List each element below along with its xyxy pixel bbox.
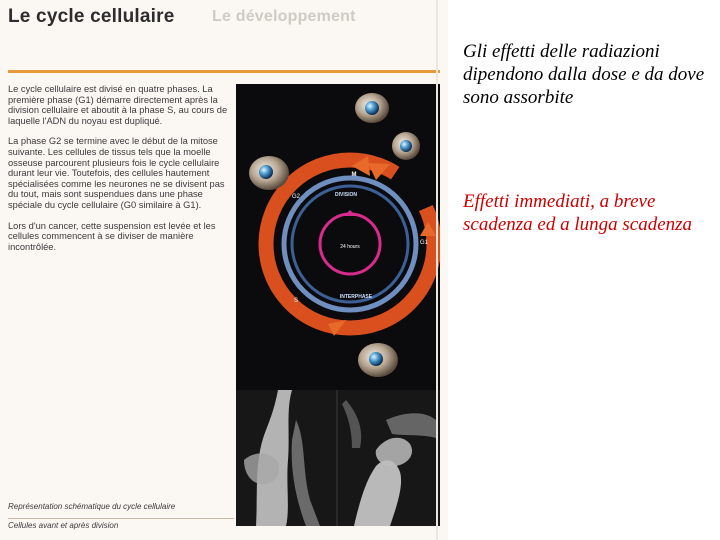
interphase-label: INTERPHASE	[339, 294, 373, 300]
phase-g1-label: G1	[420, 240, 429, 246]
slide-paragraph-1: Gli effetti delle radiazioni dipendono dalla dose e da dove sono assorbite	[463, 41, 705, 108]
scan-paragraph: La phase G2 se termine avec le début de la mitose suivante. Les cellules de tissus tels que la moelle osseuse parcourent plusieurs fois le cycle cellulaire durant leur vie. Toutefois, des cellules hautement spécialisées comme les neurones ne se divisent pas du tout, mais sont suspendues dans une phase spéciale du cycle cellulaire (G0 similaire à G1).	[8, 136, 225, 210]
division-label: DIVISION	[335, 192, 357, 198]
phase-s-label: S	[294, 298, 299, 304]
cell-image	[392, 132, 420, 160]
caption-line-1: Représentation schématique du cycle cellulaire	[8, 502, 176, 511]
page-edge	[436, 0, 438, 540]
cell-image	[358, 343, 398, 377]
cell-image	[355, 93, 389, 123]
phase-g2-label: G2	[292, 194, 301, 200]
cell-image	[249, 156, 289, 190]
orange-rule	[8, 70, 440, 73]
scan-title: Le cycle cellulaire	[8, 6, 175, 27]
slide-paragraph-2: Effetti immediati, a breve scadenza ed a lunga scadenza	[463, 191, 693, 235]
cell-cycle-diagram	[236, 84, 440, 390]
caption-rule	[8, 518, 234, 519]
phase-m-label: M	[351, 172, 357, 178]
cell-cycle-svg	[236, 84, 440, 390]
caption-line-2: Cellules avant et après division	[8, 521, 119, 530]
scan-paragraph: Le cycle cellulaire est divisé en quatre phases. La première phase (G1) démarre directement après la division cellulaire et aboutit à la phase S, au cours de laquelle l'ADN du noyau est dupliqué.	[8, 84, 228, 126]
hours-label: 24 hours	[340, 244, 360, 250]
scan-paragraph: Lors d'un cancer, cette suspension est levée et les cellules commencent à se diviser de manière incontrôlée.	[8, 220, 216, 252]
scan-ghost-title: Le développement	[212, 8, 356, 25]
micrograph-image	[236, 390, 440, 526]
scan-text-column	[8, 84, 234, 262]
